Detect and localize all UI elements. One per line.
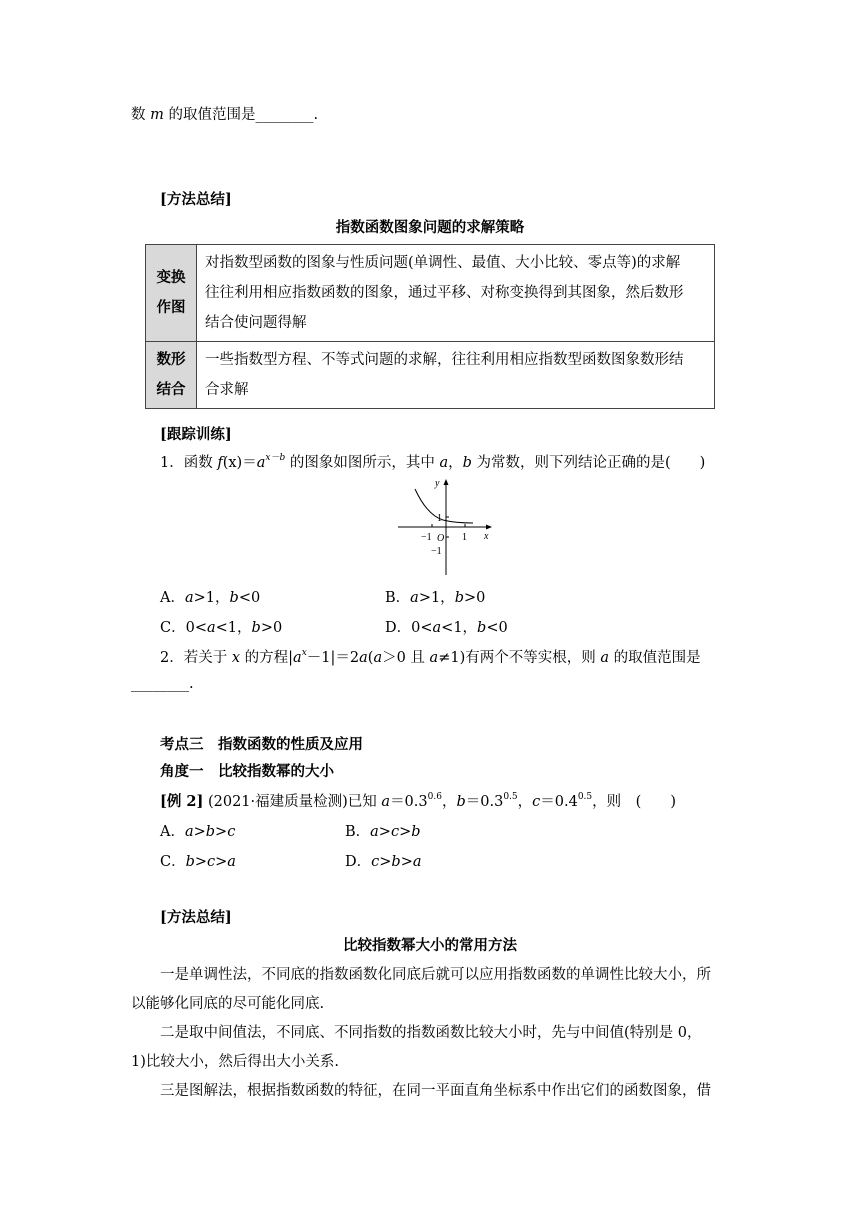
option-a[interactable]: A．a>1，b<0	[160, 590, 261, 606]
intro-blank: 的取值范围是________.	[163, 107, 319, 123]
angle-title: 角度一 比较指数幂的大小	[160, 763, 334, 780]
example-option-a[interactable]: A．a>b>c	[160, 824, 236, 840]
example-2: [例 2] (2021·福建质量检测)已知 $a=0.3^{0.6}$，$b=0.3^{0.5}$，$c=0.4^{0.5}$，则 ( )	[160, 792, 676, 810]
y-axis-arrow	[444, 479, 449, 485]
y-label: y	[435, 478, 440, 489]
table-body-cell: 一些指数型方程、不等式问题的求解，往往利用相应指数型函数图象数形结 合求解	[197, 342, 715, 409]
label-origin: O	[437, 533, 445, 544]
intro-line	[131, 103, 318, 124]
strategy-table	[145, 244, 715, 409]
paragraph-1-line-1: 一是单调性法，不同底的指数函数化同底后就可以应用指数函数的单调性比较大小，所	[160, 967, 711, 983]
table-head-cell: 变换 作图	[146, 245, 197, 342]
question-1: 1．函数 $f(x)=a^{x-b}$ 的图象如图所示，其中 a，b 为常数，则下列结论正确的是( )	[160, 453, 706, 471]
question-2: 2．若关于 x 的方程$|a^x-1|=2a(a>0$ 且 a≠1)有两个不等实根，则 a 的取值范围是	[160, 648, 701, 666]
example-option-b[interactable]: B．a>c>b	[345, 824, 421, 840]
method-summary-title-2: 比较指数幂大小的常用方法	[343, 937, 517, 954]
method-summary-label-2: [方法总结]	[160, 909, 232, 926]
label-one-y: 1	[437, 513, 442, 524]
practice-label: [跟踪训练]	[160, 426, 232, 443]
option-b[interactable]: B．a>1，b>0	[385, 590, 486, 606]
question-2-blank: ________.	[131, 676, 194, 692]
method-summary-title: 指数函数图象问题的求解策略	[335, 219, 525, 236]
section-title: 考点三 指数函数的性质及应用	[160, 736, 363, 753]
table-row	[146, 342, 715, 409]
paragraph-3-line-1: 三是图解法，根据指数函数的特征，在同一平面直角坐标系中作出它们的函数图象，借	[160, 1083, 711, 1099]
table-head-cell: 数形 结合	[146, 342, 197, 409]
table-row	[146, 245, 715, 342]
method-summary-label: [方法总结]	[160, 191, 232, 208]
example-option-d[interactable]: D．c>b>a	[345, 854, 422, 870]
label-neg-one-y: −1	[431, 546, 442, 557]
label-one-x: 1	[462, 532, 467, 543]
intro-text: 数	[131, 107, 151, 123]
option-d[interactable]: D．0<a<1，b<0	[385, 620, 508, 636]
function-graph	[393, 475, 503, 580]
example-option-c[interactable]: C．b>c>a	[160, 854, 236, 870]
paragraph-1-line-2: 以能够化同底的尽可能化同底.	[131, 996, 325, 1012]
option-c[interactable]: C．0<a<1，b>0	[160, 620, 283, 636]
table-body-cell: 对指数型函数的图象与性质问题(单调性、最值、大小比较、零点等)的求解 往往利用相应指数函数的图象，通过平移、对称变换得到其图象，然后数形 结合使问题得解	[197, 245, 715, 342]
label-neg-one-x: −1	[421, 532, 432, 543]
exp-curve	[415, 489, 473, 523]
paragraph-2-line-1: 二是取中间值法，不同底、不同指数的指数函数比较大小时，先与中间值(特别是 0，	[160, 1025, 702, 1041]
paragraph-2-line-2: 1)比较大小，然后得出大小关系.	[131, 1054, 339, 1070]
x-axis-arrow	[486, 525, 492, 530]
x-label: x	[484, 531, 489, 542]
intro-var: m	[150, 107, 164, 123]
